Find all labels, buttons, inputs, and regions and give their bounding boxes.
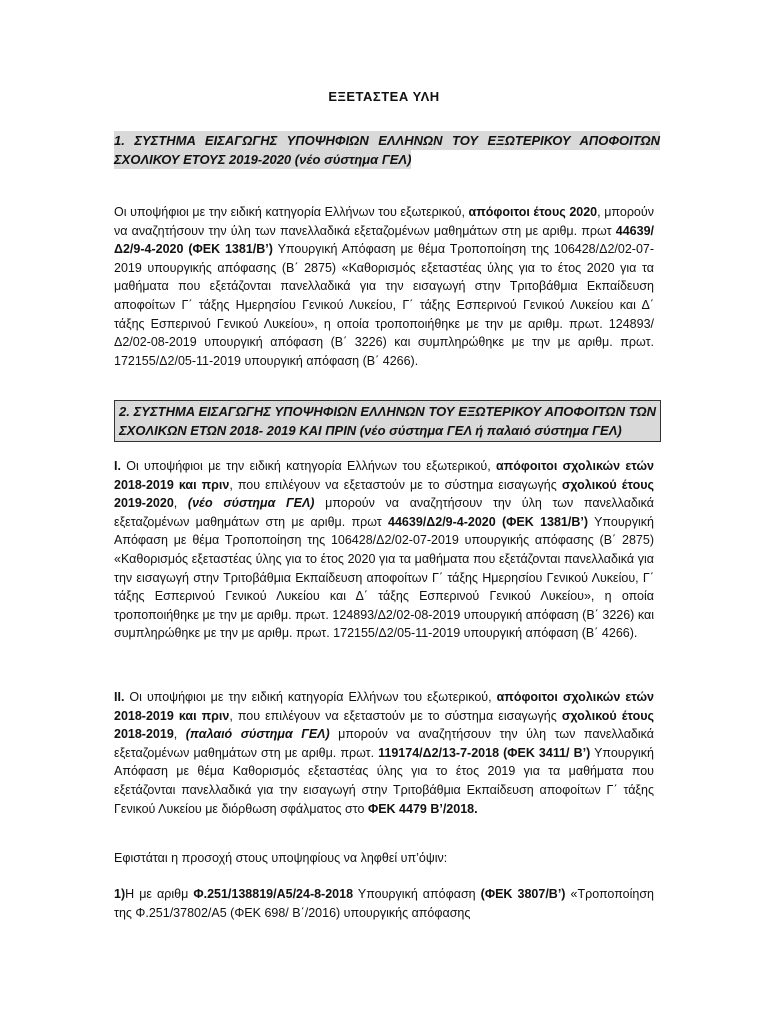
paragraph-number: ΙΙ. <box>114 690 125 704</box>
document-title: ΕΞΕΤΑΣΤΕΑ ΥΛΗ <box>328 89 440 104</box>
section-1-heading <box>114 131 660 169</box>
text-run-bold: 44639/Δ2/9-4-2020 (ΦΕΚ 1381/Β’) <box>388 514 589 529</box>
section-1-heading-line-2: ΣΧΟΛΙΚΟΥ ΕΤΟΥΣ 2019-2020 (νέο σύστημα ΓΕΛ) <box>114 152 412 167</box>
section-1-paragraph <box>114 203 654 370</box>
text-run: , μπορούν να αναζητήσουν την ύλη των πανελλαδικά εξεταζομένων μαθημάτων στη με αριθμ. πρωτ <box>114 205 654 238</box>
text-run: Η με αριθμ <box>125 887 194 901</box>
section-2-heading <box>114 400 661 442</box>
text-run-bold: σχολικού έτους 2018-2019 <box>114 708 654 742</box>
item-number: 1) <box>114 887 126 901</box>
text-run: Οι υποψήφιοι με την ειδική κατηγορία Ελλήνων του εξωτερικού, <box>120 459 497 473</box>
text-run: μπορούν να αναζητήσουν την ύλη των πανελλαδικά εξεταζομένων μαθημάτων στη με αριθμ. πρωτ. <box>114 727 654 760</box>
text-run: μπορούν να αναζητήσουν την ύλη των πανελλαδικά εξεταζομένων μαθημάτων στη με αριθμ. πρωτ <box>114 496 654 529</box>
text-run: , που επιλέγουν να εξεταστούν με το σύστημα εισαγωγής <box>229 708 562 723</box>
text-run: Οι υποψήφιοι με την ειδική κατηγορία Ελλήνων του εξωτερικού, <box>124 690 497 704</box>
text-run: Υπουργική απόφαση <box>353 887 481 901</box>
text-run: , <box>173 727 186 742</box>
text-run-bold: 119174/Δ2/13-7-2018 (ΦΕΚ 3411/ Β’) <box>378 745 591 760</box>
text-run-bold: απόφοιτοι σχολικών ετών 2018-2019 και πριν <box>114 459 654 492</box>
text-run-bold: (ΦΕΚ 3807/Β’) <box>480 887 566 901</box>
list-item-1 <box>114 885 654 922</box>
section-2-heading-line-2: ΣΧΟΛΙΚΩΝ ΕΤΩΝ 2018- 2019 ΚΑΙ ΠΡΙΝ (νέο σύστημα ΓΕΛ ή παλαιό σύστημα ΓΕΛ) <box>119 423 622 438</box>
text-run-bold: απόφοιτοι σχολικών ετών 2018-2019 και πριν <box>114 690 654 723</box>
section-1-heading-line-1: 1. ΣΥΣΤΗΜΑ ΕΙΣΑΓΩΓΗΣ ΥΠΟΨΗΦΙΩΝ ΕΛΛΗΝΩΝ ΤΟΥ ΕΞΩΤΕΡΙΚΟΥ ΑΠΟΦΟΙΤΩΝ <box>114 133 660 148</box>
text-run-bold: ΦΕΚ 4479 Β’/2018. <box>367 801 478 816</box>
text-run: «Τροποποίηση της Φ.251/37802/Α5 (ΦΕΚ 698/ Β΄/2016) υπουργικής απόφασης <box>114 887 654 920</box>
section-2-paragraph-i <box>114 457 654 643</box>
text-run-bold: απόφοιτοι έτους 2020 <box>468 205 598 219</box>
text-run: Υπουργική Απόφαση με θέμα Τροποποίηση της 106428/Δ2/02-07-2019 υπουργικής απόφασης (Β΄ 2875) «Καθορισμός εξεταστέας ύλης για το έτος 2020 για τα μαθήματα που εξετάζονται πανελλαδικά για την εισαγωγή στην Τριτοβάθμια Εκπαίδευση αποφοίτων Γ΄ τάξης Ημερησίου Γενικού Λυκείου, Γ΄ τάξης Εσπερινού Γενικού Λυκείου και Δ΄ τάξης Εσπερινού Γενικού Λυκείου», η οποία τροποποιήθηκε με την με αριθμ. πρωτ. 124893/Δ2/02-08-2019 υπουργική απόφαση (Β΄ 3226) και συμπληρώθηκε με την με αριθμ. πρωτ. 172155/Δ2/05-11-2019 υπουργική απόφαση (Β΄ 4266). <box>114 242 655 368</box>
text-run: Υπουργική Απόφαση με θέμα Τροποποίηση της 106428/Δ2/02-07-2019 υπουργικής απόφασης (Β΄ 2875) «Καθορισμός εξεταστέας ύλης για το έτος 2020 για τα μαθήματα που εξετάζονται πανελλαδικά για την εισαγωγή στην Τριτοβάθμια Εκπαίδευση αποφοίτων Γ΄ τάξης Ημερησίου Γενικού Λυκείου, Γ΄ τάξης Εσπερινού Γενικού Λυκείου και Δ΄ τάξης Εσπερινού Γενικού Λυκείου», η οποία τροποποιήθηκε με την με αριθμ. πρωτ. 124893/Δ2/02-08-2019 υπουργική απόφαση (Β΄ 3226) και συμπληρώθηκε με την με αριθμ. πρωτ. 172155/Δ2/05-11-2019 υπουργική απόφαση (Β΄ 4266). <box>114 514 654 641</box>
text-run-bold-italic: (νέο σύστημα ΓΕΛ) <box>187 496 315 511</box>
text-run-bold: σχολικού έτους 2019-2020 <box>114 477 654 511</box>
text-run: , <box>173 496 188 511</box>
text-run: Υπουργική Απόφαση με θέμα Καθορισμός εξεταστέας ύλης για το έτος 2019 για τα μαθήματα που εξετάζονται πανελλαδικά για την εισαγωγή στην Τριτοβάθμια Εκπαίδευση αποφοίτων Γ΄ τάξης Γενικού Λυκείου με διόρθωση σφάλματος στο <box>114 745 654 816</box>
text-run-bold-italic: (παλαιό σύστημα ΓΕΛ) <box>185 727 330 742</box>
section-2-heading-line-1: 2. ΣΥΣΤΗΜΑ ΕΙΣΑΓΩΓΗΣ ΥΠΟΨΗΦΙΩΝ ΕΛΛΗΝΩΝ ΤΟΥ ΕΞΩΤΕΡΙΚΟΥ ΑΠΟΦΟΙΤΩΝ ΤΩΝ <box>119 404 656 419</box>
text-run: , που επιλέγουν να εξεταστούν με το σύστημα εισαγωγής <box>229 477 562 492</box>
text-run-bold: 44639/Δ2/9-4-2020 (ΦΕΚ 1381/Β’) <box>114 223 654 257</box>
text-run-bold: Φ.251/138819/Α5/24-8-2018 <box>193 887 354 901</box>
attention-note: Εφιστάται η προσοχή στους υποψηφίους να ληφθεί υπ’όψιν: <box>114 851 448 865</box>
section-2-paragraph-ii <box>114 688 654 818</box>
text-run: Οι υποψήφιοι με την ειδική κατηγορία Ελλήνων του εξωτερικού, <box>114 205 469 219</box>
paragraph-number: Ι. <box>114 459 121 473</box>
